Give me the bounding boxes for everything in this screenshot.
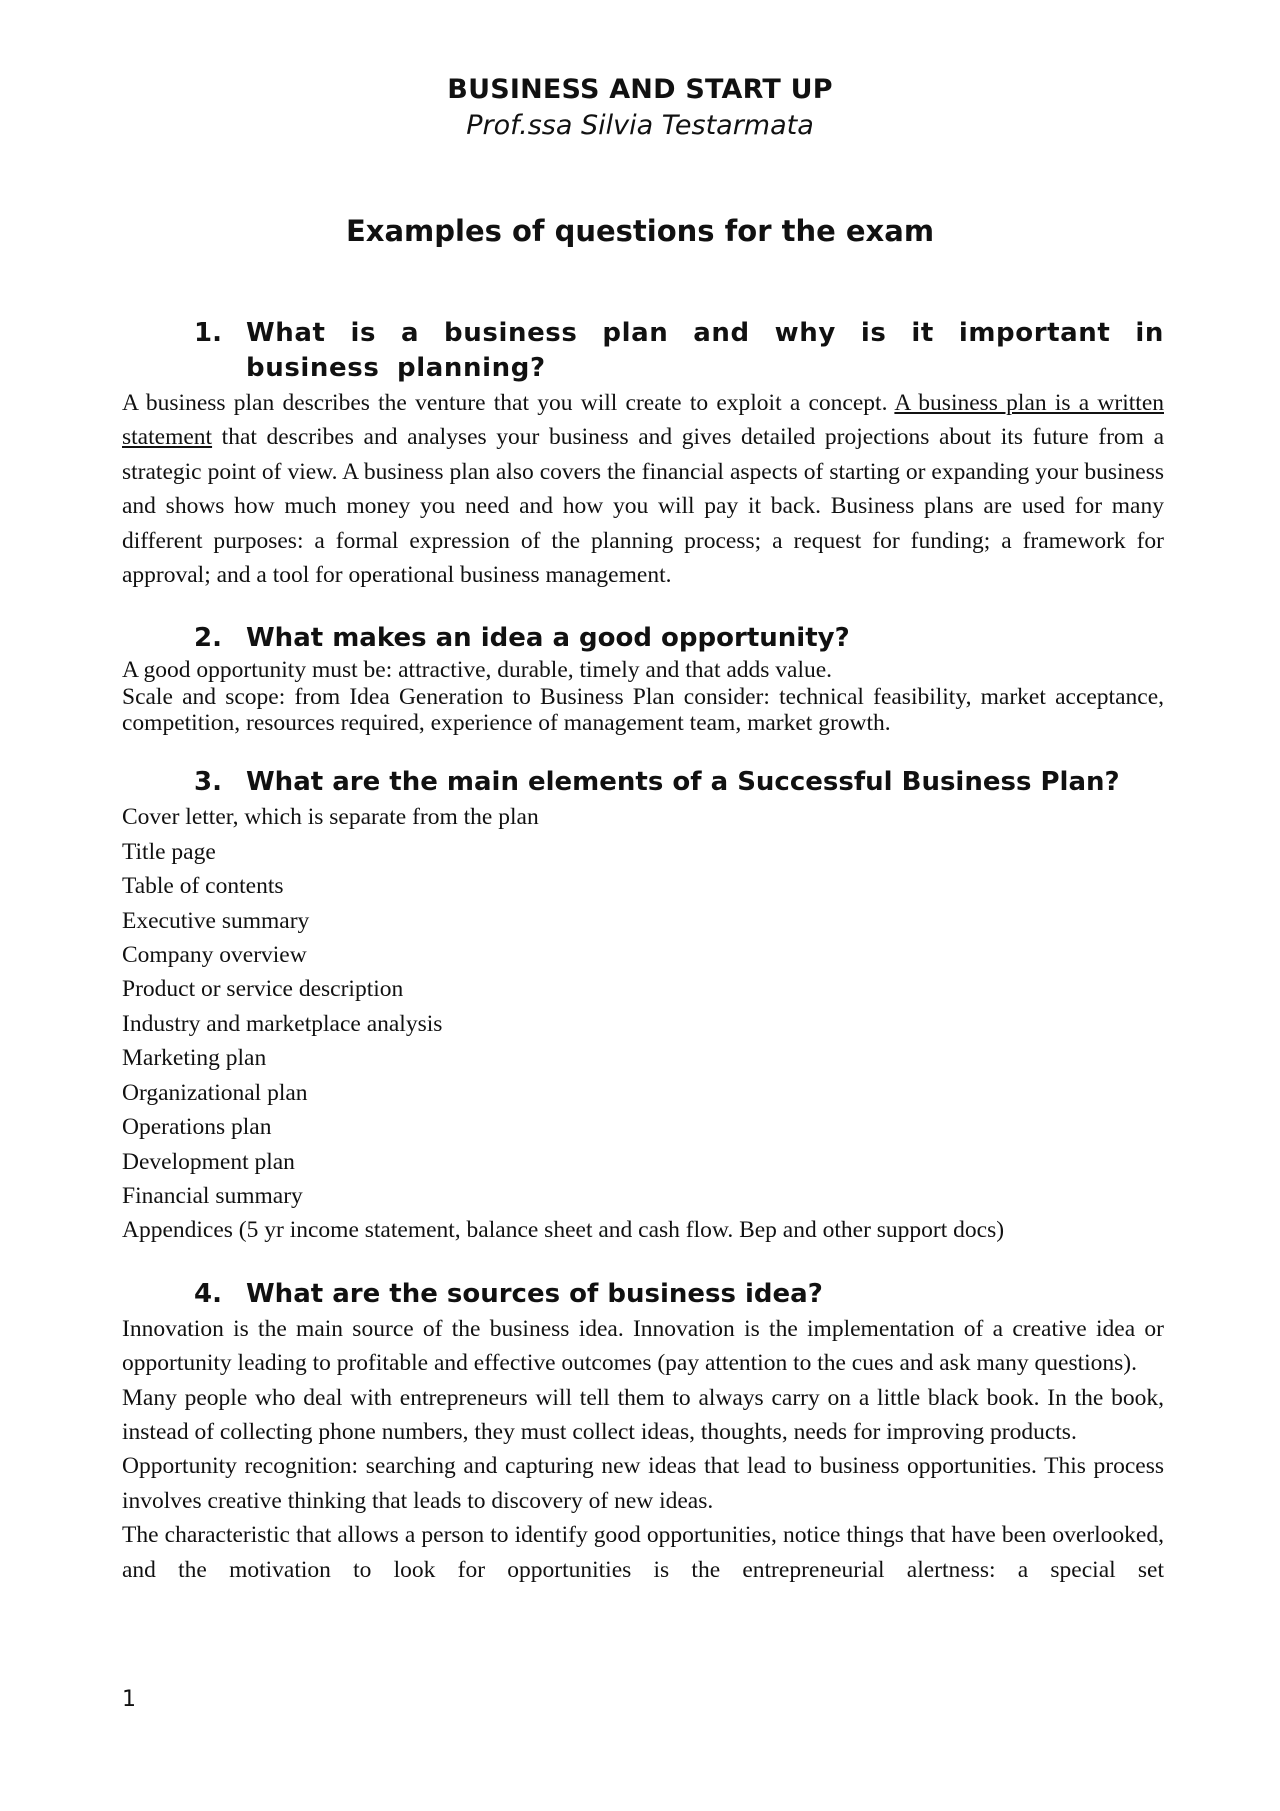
answer-paragraph: Innovation is the main source of the business idea. Innovation is the implementation of a creative idea or opportunity leading to profitable and effective outcomes (pay attention to the cues and ask many questions).: [122, 1315, 1164, 1377]
underlined-definition: A business plan is a written statement: [122, 390, 1164, 451]
answer-paragraph: A good opportunity must be: attractive, durable, timely and that adds value.: [122, 657, 833, 684]
question-number: 1.: [194, 318, 222, 348]
answer-paragraph: The characteristic that allows a person to identify good opportunities, notice things that have been overlooked, and the motivation to look for opportunities is the entrepreneurial alertness: a special set: [122, 1522, 1164, 1583]
question-3-heading: [122, 765, 1164, 800]
question-4-heading: [122, 1277, 1164, 1312]
list-item: Industry and marketplace analysis: [122, 1010, 443, 1037]
question-number: 2.: [194, 623, 222, 654]
list-item: Title page: [122, 838, 216, 865]
list-item: Organizational plan: [122, 1079, 308, 1106]
list-item: Development plan: [122, 1148, 295, 1175]
answer-paragraph: Opportunity recognition: searching and capturing new ideas that lead to business opportunities. This process involves creative thinking that leads to discovery of new ideas.: [122, 1453, 1164, 1514]
list-item: Executive summary: [122, 907, 310, 934]
list-item: Marketing plan: [122, 1045, 267, 1072]
question-number: 3.: [194, 767, 222, 798]
document-author: Prof.ssa Silvia Testarmata: [466, 110, 814, 141]
answer-text: that describes and analyses your business and gives detailed projections about its future from a strategic point of view. A business plan also covers the financial aspects of starting or expanding your business and shows how much money you need and how you will pay it back. Business plans are used for many different purposes: a formal expression of the planning process; a request for funding; a framework for approval; and a tool for operational business management.: [122, 424, 1164, 589]
document-subtitle: Examples of questions for the exam: [345, 214, 935, 248]
list-item: Company overview: [122, 942, 307, 969]
question-1-answer: [122, 386, 1164, 592]
question-title: What are the main elements of a Successful Business Plan?: [246, 767, 1120, 798]
answer-paragraph: Scale and scope: from Idea Generation to Business Plan consider: technical feasibility, market acceptance, competition, resources required, experience of management team, market growth.: [122, 684, 1164, 737]
document-body: [122, 316, 1164, 1587]
answer-paragraph: Many people who deal with entrepreneurs will tell them to always carry on a little black book. In the book, instead of collecting phone numbers, they must collect ideas, thoughts, needs for improving products.: [122, 1384, 1164, 1445]
question-2-heading: [122, 621, 1164, 656]
question-1-heading: [122, 316, 1164, 386]
business-plan-elements-list: [122, 800, 1164, 1247]
question-title: What is a business plan and why is it important in business planning?: [246, 318, 1164, 383]
question-title: What makes an idea a good opportunity?: [246, 623, 850, 654]
question-number: 4.: [194, 1278, 222, 1309]
list-item: Table of contents: [122, 873, 284, 900]
document-title: BUSINESS AND START UP: [447, 74, 833, 105]
list-item: Financial summary: [122, 1182, 303, 1209]
list-item: Operations plan: [122, 1114, 272, 1141]
list-item: Product or service description: [122, 976, 404, 1003]
question-title: What are the sources of business idea?: [246, 1278, 823, 1309]
list-item: Cover letter, which is separate from the plan: [122, 804, 539, 831]
list-item: Appendices (5 yr income statement, balance sheet and cash flow. Bep and other support docs): [122, 1217, 1005, 1244]
page-number: 1: [122, 1687, 136, 1712]
answer-text: A business plan describes the venture that you will create to exploit a concept.: [122, 390, 895, 416]
